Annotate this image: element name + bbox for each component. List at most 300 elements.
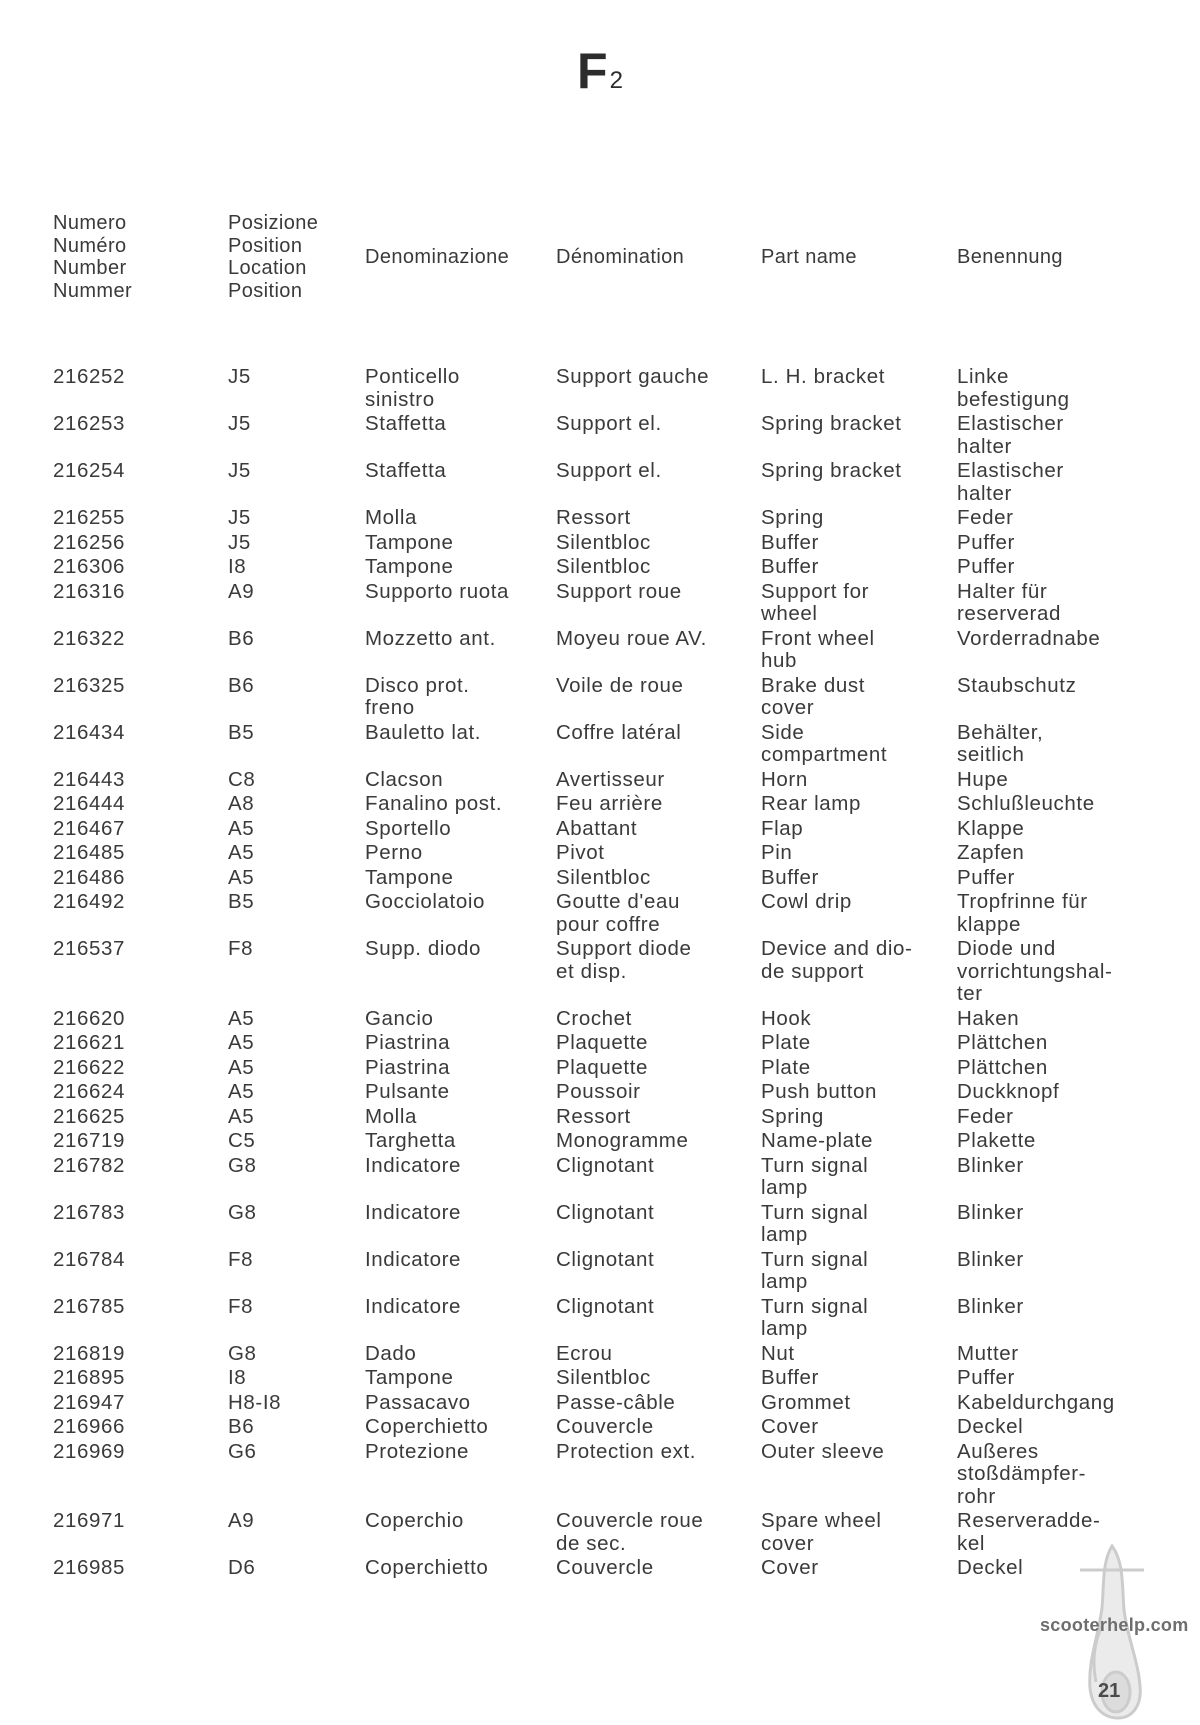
name-fr-cell (556, 1392, 675, 1415)
position-text: G8 (228, 1341, 257, 1365)
name-it-cell (365, 1510, 464, 1533)
part-number-cell (53, 366, 125, 389)
name-en-cell (761, 366, 885, 389)
name-it-cell (365, 366, 460, 411)
position-cell (228, 867, 254, 890)
name-it-text: Piastrina (365, 1031, 451, 1054)
name-de-cell (957, 675, 1076, 698)
name-fr-text: Couvercle (556, 1415, 654, 1438)
name-en-text: Brake dust (761, 673, 865, 697)
name-en-cell (761, 1032, 811, 1055)
header-number-fr: Numéro (53, 234, 127, 257)
part-number-text: 216485 (53, 841, 126, 864)
position-text: B6 (228, 673, 255, 697)
position-text: J5 (228, 412, 251, 435)
part-number-text: 216624 (53, 1080, 126, 1103)
name-fr-cell (556, 413, 662, 436)
name-en-text: Buffer (761, 530, 819, 554)
name-de-text: Tropfrinne für (957, 890, 1088, 913)
position-text: G8 (228, 1153, 257, 1177)
name-fr-text: Clignotant (556, 1294, 655, 1318)
name-fr-cell (556, 1510, 703, 1555)
name-de-cell (957, 938, 1112, 1006)
name-de-text: Plakette (957, 1129, 1036, 1152)
name-it-text: Gocciolatoio (365, 890, 486, 913)
name-it-text: Gancio (365, 1006, 434, 1030)
part-number-cell (53, 1296, 125, 1319)
name-fr-text: Support gauche (556, 365, 710, 388)
name-fr-text: pour coffre (556, 912, 661, 936)
name-it-cell (365, 1249, 461, 1272)
part-number-cell (53, 1416, 125, 1439)
part-number-cell (53, 1367, 125, 1390)
name-en-text: Name-plate (761, 1129, 873, 1152)
name-en-text: lamp (761, 1176, 808, 1199)
name-en-text: Side (761, 720, 805, 744)
name-de-cell (957, 818, 1024, 841)
name-de-cell (957, 1155, 1024, 1178)
name-it-cell (365, 1343, 416, 1366)
header-position-en: Location (228, 257, 307, 279)
name-en-cell (761, 1510, 882, 1555)
table-row (0, 1392, 1200, 1417)
position-text: H8-I8 (228, 1390, 282, 1414)
name-fr-cell (556, 1202, 654, 1225)
name-fr-text: Moyeu roue AV. (556, 626, 707, 650)
name-fr-cell (556, 1557, 654, 1580)
name-fr-text: Clignotant (556, 1200, 655, 1224)
header-position-fr: Position (228, 234, 303, 257)
name-en-cell (761, 1296, 868, 1341)
position-text: B6 (228, 626, 255, 650)
part-number-text: 216255 (53, 506, 126, 529)
name-it-cell (365, 628, 496, 651)
name-fr-text: Protection ext. (556, 1439, 697, 1463)
table-row (0, 842, 1200, 867)
name-fr-cell (556, 938, 691, 983)
name-it-cell (365, 460, 446, 483)
name-fr-cell (556, 1057, 648, 1080)
name-it-text: Disco prot. (365, 673, 470, 697)
table-row (0, 1081, 1200, 1106)
part-number-cell (53, 1441, 125, 1464)
name-en-cell (761, 1202, 868, 1247)
table-row (0, 1106, 1200, 1131)
name-de-cell (957, 1249, 1024, 1272)
position-cell (228, 1057, 254, 1080)
name-en-text: Buffer (761, 1366, 819, 1389)
part-number-cell (53, 675, 125, 698)
position-cell (228, 413, 251, 436)
name-de-text: Puffer (957, 865, 1015, 889)
position-text: I8 (228, 555, 247, 578)
name-en-cell (761, 1343, 795, 1366)
position-cell (228, 1106, 254, 1129)
position-text: C8 (228, 767, 256, 791)
table-row (0, 1032, 1200, 1057)
name-fr-cell (556, 532, 651, 555)
name-it-text: Targhetta (365, 1129, 456, 1152)
name-it-cell (365, 1106, 417, 1129)
name-en-text: Cowl drip (761, 890, 852, 913)
table-row (0, 1057, 1200, 1082)
name-de-text: vorrichtungshal- (957, 959, 1113, 983)
header-position (228, 212, 318, 302)
name-de-text: Klappe (957, 816, 1025, 840)
table-row (0, 818, 1200, 843)
name-en-cell (761, 1441, 884, 1464)
name-de-cell (957, 793, 1095, 816)
name-en-text: Turn signal (761, 1200, 869, 1224)
part-number-text: 216966 (53, 1415, 126, 1438)
name-de-text: stoßdämpfer- (957, 1462, 1087, 1485)
name-en-cell (761, 1416, 819, 1439)
part-number-cell (53, 867, 125, 890)
position-text: A5 (228, 1080, 255, 1103)
table-row (0, 1510, 1200, 1557)
name-de-text: Kabeldurchgang (957, 1390, 1115, 1414)
name-it-text: Tampone (365, 555, 454, 578)
name-en-cell (761, 1057, 811, 1080)
name-fr-cell (556, 1081, 641, 1104)
part-number-text: 216467 (53, 816, 126, 840)
name-fr-cell (556, 722, 681, 745)
part-number-text: 216316 (53, 579, 126, 603)
part-number-cell (53, 1343, 125, 1366)
name-de-cell (957, 1367, 1015, 1390)
name-it-text: freno (365, 696, 415, 719)
name-fr-text: Voile de roue (556, 673, 684, 697)
name-it-cell (365, 1130, 456, 1153)
name-it-text: Pulsante (365, 1080, 450, 1103)
name-fr-text: Couvercle roue (556, 1509, 704, 1532)
name-de-text: halter (957, 481, 1012, 505)
part-number-cell (53, 769, 125, 792)
name-fr-cell (556, 1416, 654, 1439)
name-en-cell (761, 722, 887, 767)
position-text: G6 (228, 1439, 257, 1463)
position-cell (228, 460, 251, 483)
name-en-text: hub (761, 649, 798, 672)
name-de-text: Behälter, (957, 720, 1044, 744)
name-fr-text: Pivot (556, 841, 605, 864)
table-row (0, 769, 1200, 794)
name-de-cell (957, 556, 1015, 579)
name-de-text: Deckel (957, 1415, 1024, 1438)
table-header (0, 212, 1200, 304)
position-cell (228, 722, 254, 745)
position-text: A5 (228, 1006, 255, 1030)
name-en-cell (761, 460, 902, 483)
part-number-text: 216985 (53, 1556, 126, 1579)
position-text: F8 (228, 937, 254, 960)
name-it-cell (365, 675, 470, 720)
name-it-text: Supp. diodo (365, 937, 482, 960)
name-fr-cell (556, 1441, 696, 1464)
name-fr-text: Couvercle (556, 1556, 654, 1579)
name-en-text: compartment (761, 743, 888, 766)
name-en-cell (761, 1392, 851, 1415)
name-de-cell (957, 769, 1008, 792)
name-en-text: lamp (761, 1270, 808, 1293)
name-fr-cell (556, 675, 683, 698)
position-cell (228, 1130, 255, 1153)
name-it-text: Perno (365, 841, 423, 864)
name-de-cell (957, 532, 1015, 555)
name-it-cell (365, 1081, 450, 1104)
name-fr-text: Clignotant (556, 1247, 655, 1271)
name-en-cell (761, 842, 792, 865)
header-denomination: Dénomination (556, 246, 685, 268)
parts-table (0, 366, 1200, 1582)
table-row (0, 366, 1200, 413)
name-fr-text: Feu arrière (556, 792, 663, 815)
part-number-cell (53, 891, 125, 914)
part-number-text: 216444 (53, 792, 126, 815)
name-it-cell (365, 581, 509, 604)
name-it-text: Passacavo (365, 1390, 471, 1414)
name-en-text: cover (761, 696, 815, 719)
name-it-text: Fanalino post. (365, 792, 503, 815)
name-en-text: Plate (761, 1031, 811, 1054)
name-de-cell (957, 722, 1043, 767)
part-number-cell (53, 1510, 125, 1533)
position-cell (228, 1155, 257, 1178)
name-en-cell (761, 675, 865, 720)
position-cell (228, 507, 251, 530)
part-number-text: 216969 (53, 1439, 126, 1463)
part-number-text: 216443 (53, 767, 126, 791)
part-number-text: 216719 (53, 1129, 126, 1152)
position-text: F8 (228, 1294, 254, 1318)
part-number-text: 216492 (53, 890, 126, 913)
name-en-cell (761, 793, 861, 816)
name-it-cell (365, 1008, 434, 1031)
name-en-cell (761, 1008, 811, 1031)
name-fr-text: Silentbloc (556, 530, 651, 554)
name-it-cell (365, 532, 454, 555)
name-de-text: Schlußleuchte (957, 792, 1095, 815)
name-fr-text: Abattant (556, 816, 638, 840)
name-it-text: Piastrina (365, 1055, 451, 1079)
name-it-text: Indicatore (365, 1247, 462, 1271)
name-it-cell (365, 1392, 471, 1415)
name-en-cell (761, 532, 819, 555)
part-number-cell (53, 1081, 125, 1104)
part-number-text: 216895 (53, 1366, 126, 1389)
name-it-cell (365, 938, 481, 961)
name-it-cell (365, 1057, 450, 1080)
name-fr-text: Support el. (556, 412, 662, 435)
name-de-text: Feder (957, 1104, 1014, 1128)
position-cell (228, 1392, 281, 1415)
position-text: I8 (228, 1366, 247, 1389)
part-number-text: 216322 (53, 626, 126, 650)
name-de-cell (957, 581, 1061, 626)
position-text: B5 (228, 890, 255, 913)
position-cell (228, 1202, 257, 1225)
name-de-text: Vorderradnabe (957, 626, 1101, 650)
name-de-text: Plättchen (957, 1031, 1048, 1054)
part-number-cell (53, 1557, 125, 1580)
part-number-text: 216784 (53, 1247, 126, 1271)
name-fr-cell (556, 1367, 651, 1390)
part-number-cell (53, 507, 125, 530)
position-text: A5 (228, 816, 255, 840)
part-number-text: 216256 (53, 530, 126, 554)
part-number-text: 216254 (53, 459, 126, 482)
name-en-cell (761, 1557, 819, 1580)
name-de-text: halter (957, 434, 1012, 458)
name-fr-text: Crochet (556, 1006, 632, 1030)
name-it-text: Coperchietto (365, 1415, 489, 1438)
position-text: A5 (228, 1104, 255, 1128)
name-de-cell (957, 1296, 1024, 1319)
name-de-cell (957, 366, 1070, 411)
part-number-cell (53, 556, 125, 579)
name-de-text: Diode und (957, 937, 1056, 960)
name-fr-cell (556, 842, 605, 865)
name-it-text: Tampone (365, 865, 454, 889)
name-de-cell (957, 1081, 1059, 1104)
name-fr-cell (556, 769, 665, 792)
name-de-text: kel (957, 1531, 986, 1555)
position-cell (228, 366, 251, 389)
name-en-text: Pin (761, 841, 793, 864)
part-number-text: 216306 (53, 555, 126, 578)
name-de-text: Außeres (957, 1439, 1039, 1463)
name-en-cell (761, 581, 869, 626)
name-it-cell (365, 722, 481, 745)
table-row (0, 1202, 1200, 1249)
name-it-cell (365, 1557, 488, 1580)
header-number (53, 212, 132, 302)
header-number-en: Number (53, 257, 127, 279)
name-de-text: Blinker (957, 1247, 1024, 1271)
name-it-text: Staffetta (365, 412, 447, 435)
name-en-text: lamp (761, 1317, 808, 1340)
name-en-cell (761, 556, 819, 579)
name-it-text: Tampone (365, 530, 454, 554)
header-position-it: Posizione (228, 212, 319, 234)
name-fr-text: Poussoir (556, 1080, 641, 1103)
table-row (0, 460, 1200, 507)
position-cell (228, 1296, 253, 1319)
name-en-text: de support (761, 959, 864, 983)
name-it-cell (365, 891, 485, 914)
name-en-text: Spare wheel (761, 1509, 882, 1532)
position-cell (228, 891, 254, 914)
part-number-cell (53, 1202, 125, 1225)
part-number-text: 216621 (53, 1031, 126, 1054)
name-en-cell (761, 1367, 819, 1390)
name-it-text: sinistro (365, 387, 435, 411)
position-text: D6 (228, 1556, 256, 1579)
name-de-text: Elastischer (957, 412, 1064, 435)
position-text: J5 (228, 506, 251, 529)
part-number-text: 216537 (53, 937, 126, 960)
table-row (0, 1155, 1200, 1202)
part-number-cell (53, 793, 125, 816)
part-number-cell (53, 460, 125, 483)
name-de-text: Hupe (957, 767, 1009, 791)
name-en-cell (761, 769, 808, 792)
name-de-text: Linke (957, 365, 1010, 388)
name-en-text: Buffer (761, 555, 819, 578)
table-row (0, 793, 1200, 818)
position-cell (228, 1510, 254, 1533)
name-fr-cell (556, 818, 637, 841)
name-it-cell (365, 1296, 461, 1319)
name-fr-text: Ressort (556, 1104, 631, 1128)
header-benennung: Benennung (957, 246, 1063, 268)
name-it-cell (365, 507, 417, 530)
part-number-cell (53, 628, 125, 651)
name-it-text: Molla (365, 506, 417, 529)
name-en-text: Support for (761, 579, 870, 603)
part-number-cell (53, 1249, 125, 1272)
name-en-text: Turn signal (761, 1294, 869, 1318)
position-text: B6 (228, 1415, 255, 1438)
part-number-cell (53, 1057, 125, 1080)
name-de-text: rohr (957, 1484, 996, 1508)
position-text: A5 (228, 841, 255, 864)
name-de-text: Puffer (957, 1366, 1015, 1389)
part-number-cell (53, 1130, 125, 1153)
part-number-text: 216486 (53, 865, 126, 889)
name-de-cell (957, 1441, 1086, 1509)
name-de-cell (957, 507, 1014, 530)
table-row (0, 581, 1200, 628)
position-cell (228, 793, 254, 816)
part-number-text: 216253 (53, 412, 126, 435)
name-fr-text: Ressort (556, 506, 631, 529)
name-en-text: Outer sleeve (761, 1439, 885, 1463)
header-number-it: Numero (53, 212, 127, 234)
name-en-cell (761, 1130, 873, 1153)
name-en-text: Spring (761, 1104, 824, 1128)
table-row (0, 938, 1200, 1008)
position-text: C5 (228, 1129, 256, 1152)
name-de-cell (957, 628, 1100, 651)
name-it-text: Mozzetto ant. (365, 626, 496, 650)
name-de-cell (957, 1057, 1048, 1080)
position-text: F8 (228, 1247, 254, 1271)
name-fr-cell (556, 793, 663, 816)
part-number-text: 216783 (53, 1200, 126, 1224)
table-row (0, 628, 1200, 675)
part-number-cell (53, 938, 125, 961)
part-number-text: 216434 (53, 720, 126, 744)
table-row (0, 1130, 1200, 1155)
name-fr-cell (556, 1343, 613, 1366)
name-de-text: Blinker (957, 1294, 1024, 1318)
position-cell (228, 532, 251, 555)
name-en-text: Push button (761, 1080, 878, 1103)
position-cell (228, 675, 254, 698)
name-fr-cell (556, 1032, 648, 1055)
name-en-text: Plate (761, 1055, 811, 1079)
table-row (0, 675, 1200, 722)
part-number-text: 216325 (53, 673, 126, 697)
name-it-cell (365, 769, 443, 792)
position-cell (228, 1557, 255, 1580)
name-fr-cell (556, 556, 651, 579)
name-en-text: wheel (761, 602, 818, 625)
table-row (0, 413, 1200, 460)
part-number-text: 216622 (53, 1055, 126, 1079)
name-it-text: Coperchietto (365, 1556, 489, 1579)
